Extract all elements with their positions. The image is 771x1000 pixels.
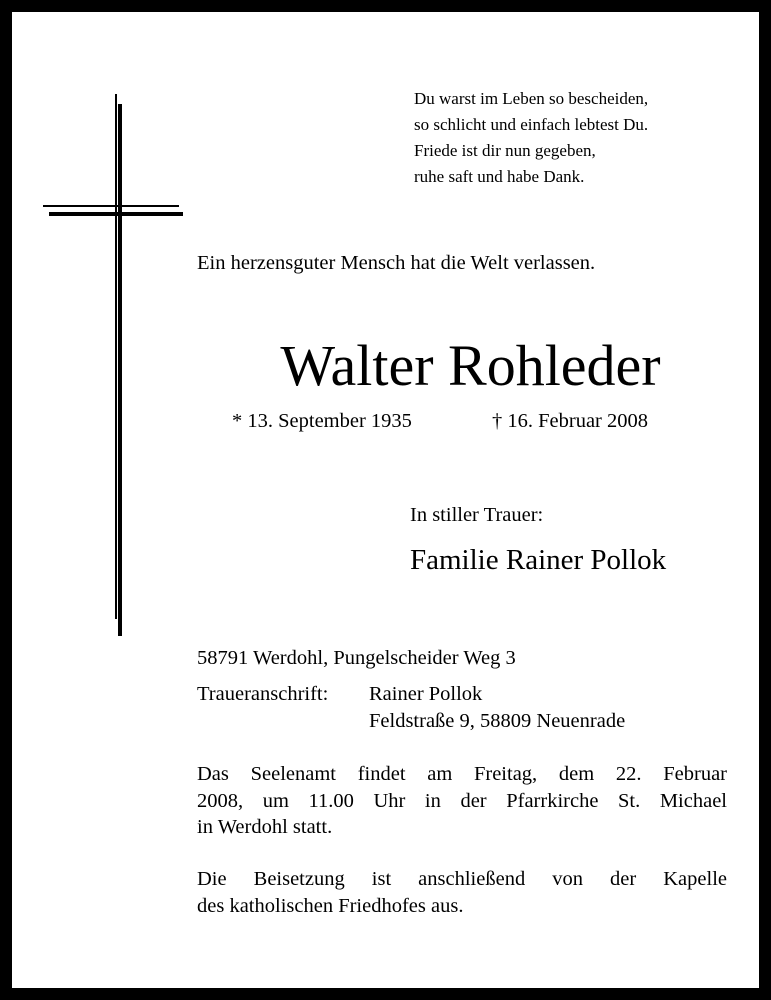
deceased-name: Walter Rohleder bbox=[280, 333, 661, 398]
contact-street: Feldstraße 9, 58809 Neuenrade bbox=[369, 710, 626, 732]
poem-line: Du warst im Leben so bescheiden, bbox=[414, 89, 649, 108]
address: 58791 Werdohl, Pungelscheider Weg 3 bbox=[197, 647, 516, 669]
burial-line: Die Beisetzung ist anschließend von der Kapelle bbox=[197, 868, 727, 890]
mass-info bbox=[197, 761, 727, 841]
mass-line: Das Seelenamt findet am Freitag, dem 22. Februar bbox=[197, 763, 727, 785]
cross-horizontal-thin bbox=[43, 205, 179, 207]
poem bbox=[414, 86, 648, 190]
contact-label: Traueranschrift: bbox=[197, 683, 329, 705]
birth-date: * 13. September 1935 bbox=[232, 410, 412, 432]
intro-text: Ein herzensguter Mensch hat die Welt verlassen. bbox=[197, 252, 596, 274]
poem-line: so schlicht und einfach lebtest Du. bbox=[414, 115, 649, 134]
mass-line: 2008, um 11.00 Uhr in der Pfarrkirche St. Michael bbox=[197, 789, 727, 812]
mass-line: in Werdohl statt. bbox=[197, 816, 333, 838]
cross-horizontal-thick bbox=[49, 212, 183, 216]
mourning-label: In stiller Trauer: bbox=[410, 504, 544, 526]
poem-line: ruhe saft und habe Dank. bbox=[414, 167, 585, 186]
contact-name: Rainer Pollok bbox=[369, 683, 483, 705]
mourning-family: Familie Rainer Pollok bbox=[410, 544, 667, 576]
burial-line: des katholischen Friedhofes aus. bbox=[197, 894, 464, 917]
burial-info bbox=[197, 866, 727, 919]
death-date: † 16. Februar 2008 bbox=[492, 410, 649, 432]
poem-line: Friede ist dir nun gegeben, bbox=[414, 141, 596, 160]
